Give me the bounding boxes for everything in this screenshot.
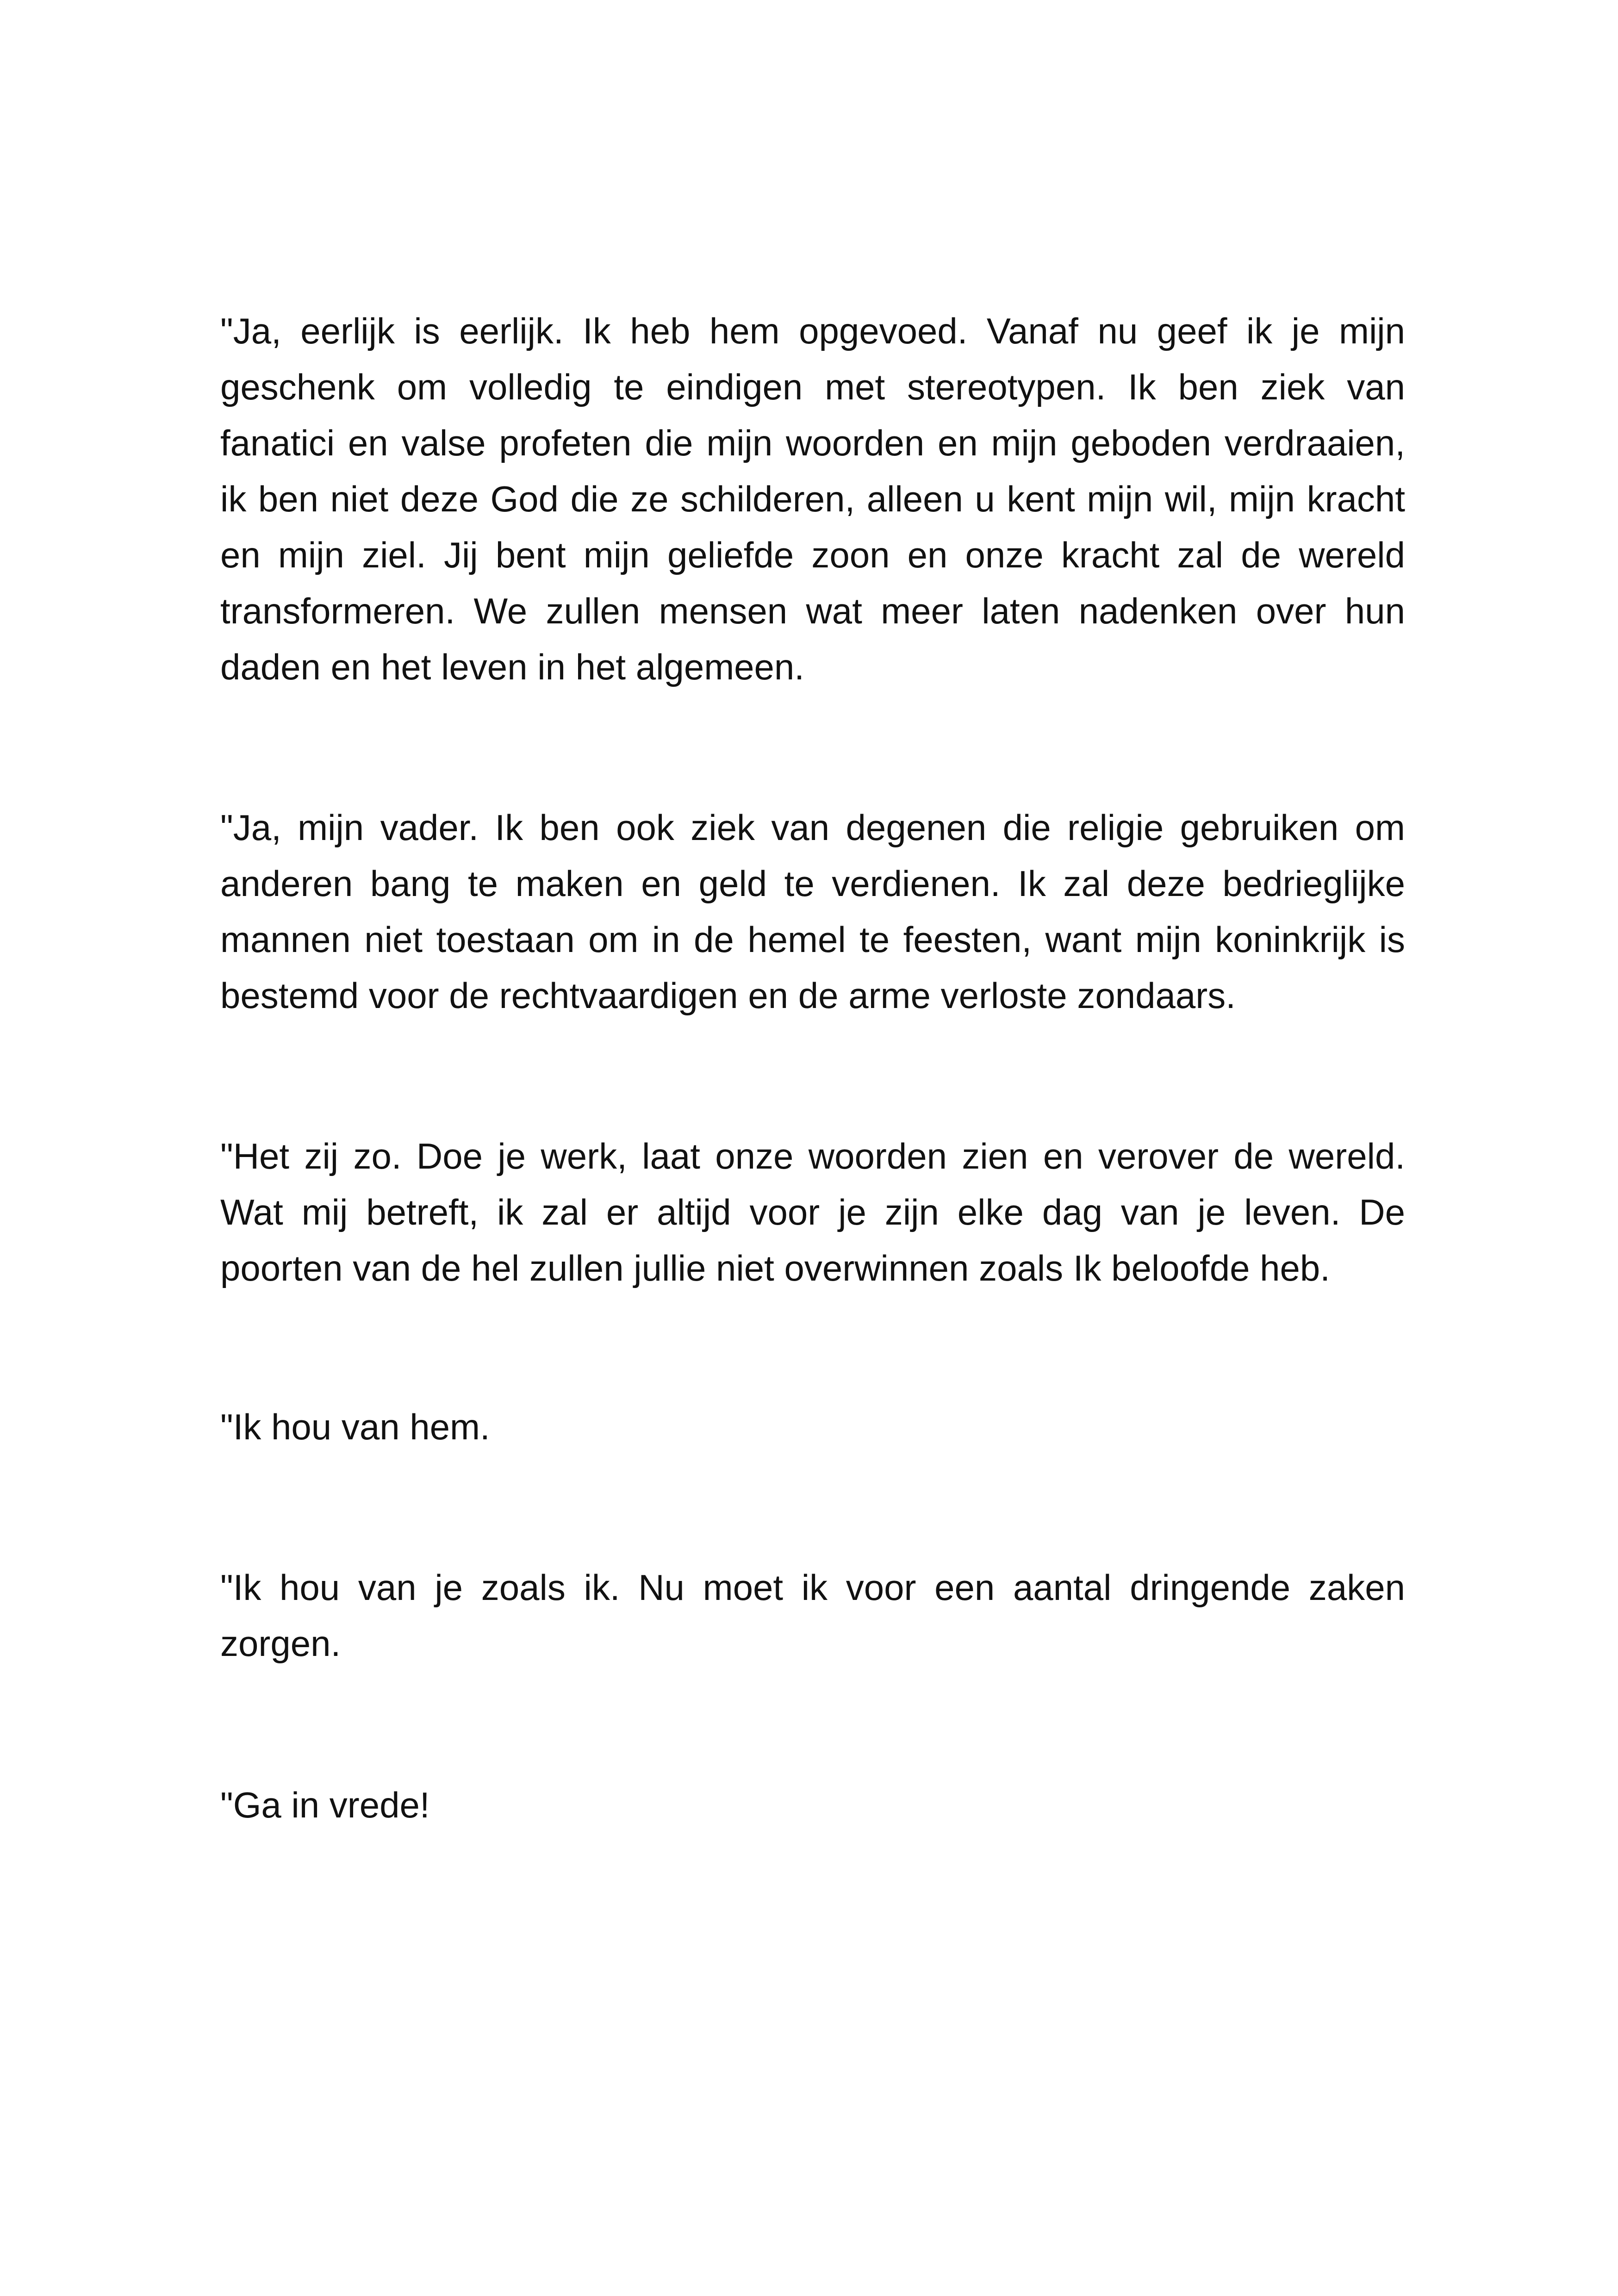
paragraph-2: "Ja, mijn vader. Ik ben ook ziek van degenen die religie gebruiken om anderen bang te maken en geld te verdienen. Ik zal deze bedrieglijke mannen niet toestaan om in de hemel te feesten, want mijn koninkrijk is bestemd voor de rechtvaardigen en de arme verloste zondaars.: [220, 807, 1405, 1016]
paragraph-4: "Ik hou van hem.: [220, 1406, 490, 1447]
paragraph-3: "Het zij zo. Doe je werk, laat onze woorden zien en verover de wereld. Wat mij betreft, ik zal er altijd voor je zijn elke dag van je leven. De poorten van de hel zullen jullie niet overwinnen zoals Ik beloofde heb.: [220, 1136, 1405, 1288]
document-body: [220, 303, 1405, 1833]
paragraph-1: "Ja, eerlijk is eerlijk. Ik heb hem opgevoed. Vanaf nu geef ik je mijn geschenk om volledig te eindigen met stereotypen. Ik ben ziek van fanatici en valse profeten die mijn woorden en mijn geboden verdraaien, ik ben niet deze God die ze schilderen, alleen u kent mijn wil, mijn kracht en mijn ziel. Jij bent mijn geliefde zoon en onze kracht zal de wereld transformeren. We zullen mensen wat meer laten nadenken over hun daden en het leven in het algemeen.: [220, 311, 1405, 687]
paragraph-6: "Ga in vrede!: [220, 1785, 430, 1825]
paragraph-5: "Ik hou van je zoals ik. Nu moet ik voor een aantal dringende zaken zorgen.: [220, 1567, 1405, 1664]
